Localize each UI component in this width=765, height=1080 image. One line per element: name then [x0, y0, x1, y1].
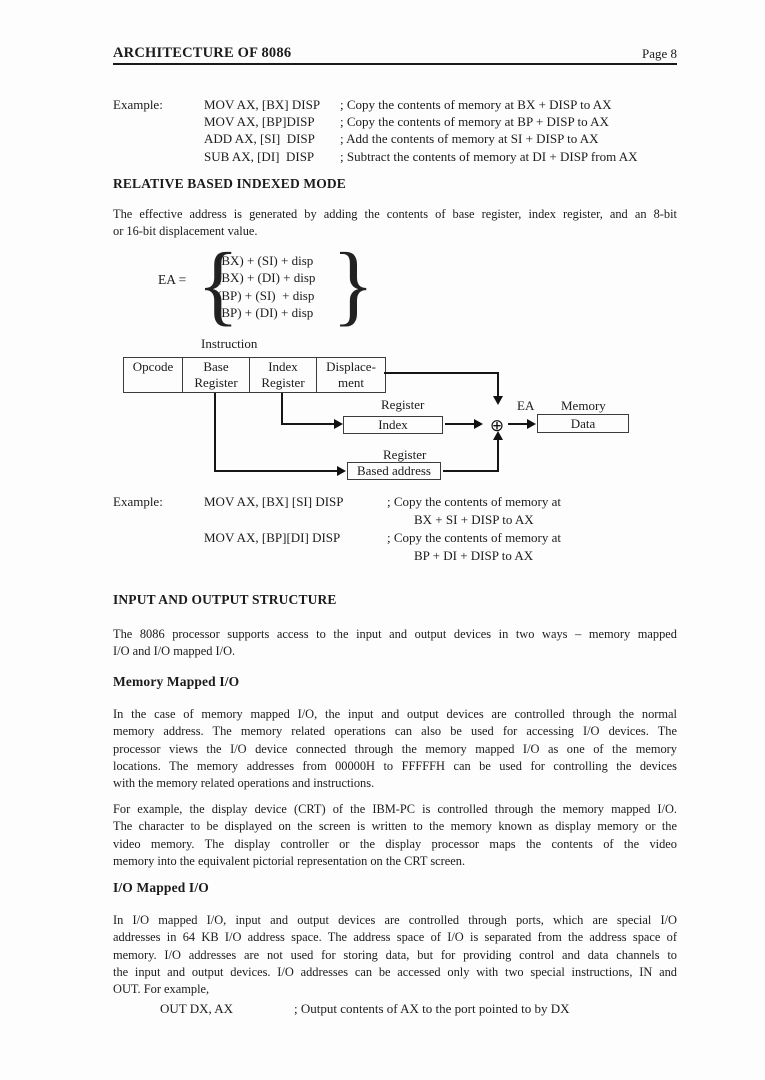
asm-comment: ; Copy the contents of memory at BP + DISP to AX [340, 114, 609, 130]
based-register-label: Register [383, 447, 427, 462]
memory-data-box: Data [537, 414, 629, 433]
connector-line [497, 372, 499, 397]
page-number: Page 8 [641, 46, 677, 61]
right-brace: } [332, 236, 375, 335]
connector-line [508, 423, 528, 425]
asm-comment-continuation-row [113, 512, 677, 530]
asm-example-row [113, 149, 677, 166]
asm-comment-continuation: BX + SI + DISP to AX [414, 512, 534, 527]
asm-example-row [113, 97, 677, 114]
index-register-label: Register [381, 397, 425, 412]
asm-example-row [113, 114, 677, 131]
field-index-register: Index Register [250, 358, 317, 392]
addressing-diagram [113, 336, 677, 486]
asm-code: MOV AX, [BP]DISP [204, 114, 315, 130]
ea-equation [113, 236, 677, 335]
asm-example-block-1 [113, 97, 677, 166]
page-title: ARCHITECTURE OF 8086 [113, 45, 292, 61]
asm-example-row [113, 530, 677, 548]
section-heading-relative-based-indexed-mode: RELATIVE BASED INDEXED MODE [113, 176, 346, 191]
index-register-box: Index [343, 416, 443, 434]
paragraph-io-mapped: In I/O mapped I/O, input and output devices are controlled through ports, which are special I/O addresses in 64 KB I/O address space. The address space of I/O is separated from the address space of memory. I/O addresses are not used for storing data, but for providing control and data channels to the input and output devices. I/O addresses can be accessed only with two special instructions, IN and OUT. For example, [113, 913, 677, 997]
subheading-memory-mapped-io: Memory Mapped I/O [113, 674, 240, 689]
field-base-register: Base Register [183, 358, 250, 392]
connector-line [443, 470, 499, 472]
asm-comment: ; Copy the contents of memory at [387, 494, 562, 509]
arrowhead [493, 396, 503, 405]
connector-line [445, 423, 475, 425]
connector-line [384, 372, 499, 374]
based-address-box: Based address [347, 462, 441, 480]
asm-example-row [113, 494, 677, 512]
arrowhead [527, 419, 536, 429]
asm-comment: ; Copy the contents of memory at BX + DISP to AX [340, 97, 612, 112]
paragraph-memory-mapped-2: For example, the display device (CRT) of the IBM-PC is controlled through the memory mapped I/O. The character to be displayed on the screen is written to the memory known as display memory or the video memory. The display controller or the display processor maps the contents of the video memory into the equivalent pictorial representation on the CRT screen. [113, 802, 677, 868]
asm-code: MOV AX, [BP][DI] DISP [204, 530, 341, 545]
example-label: Example: [113, 97, 163, 112]
out-instruction-line [113, 1001, 677, 1018]
field-displacement: Displace- ment [326, 359, 376, 391]
arrowhead [474, 419, 483, 429]
connector-line [281, 393, 283, 425]
example-label: Example: [113, 494, 163, 509]
paragraph-memory-mapped-1: In the case of memory mapped I/O, the input and output devices are controlled through the normal memory address. The memory related operations can also be used for accessing I/O devices. The processor views the I/O device connected through the memory mapped I/O as one of the memory locations. The memory addresses from 00000H to FFFFFH can be used for controlling the devices with the memory related operations and instructions. [113, 707, 677, 791]
asm-comment-continuation-row [113, 548, 677, 566]
ea-label: EA [517, 398, 535, 413]
connector-line [214, 470, 337, 472]
asm-example-block-2 [113, 494, 677, 566]
asm-code: SUB AX, [DI] DISP [204, 148, 315, 164]
arrowhead [337, 466, 346, 476]
asm-code: ADD AX, [SI] DISP [204, 131, 315, 147]
asm-comment: ; Subtract the contents of memory at DI + DISP from AX [340, 148, 638, 164]
asm-comment: ; Add the contents of memory at SI + DISP to AX [340, 131, 599, 147]
asm-code: MOV AX, [BX] DISP [204, 97, 321, 112]
asm-comment-continuation: BP + DI + DISP to AX [414, 548, 534, 563]
paragraph-relative-mode: The effective address is generated by adding the contents of base register, index register, and an 8-bit or 16-bit displacement value. [113, 207, 677, 239]
equation-lhs: EA = [158, 272, 187, 287]
memory-label: Memory [561, 398, 606, 413]
equation-options: (BX) + (SI) + disp (BX) + (DI) + disp (BP) + (SI) + disp (BP) + (DI) + disp [217, 253, 316, 320]
sum-junction-icon: ⊕ [489, 416, 505, 436]
asm-code: OUT DX, AX [160, 1001, 234, 1016]
asm-example-row [113, 131, 677, 148]
left-brace: { [197, 236, 240, 335]
connector-line [214, 393, 216, 472]
subheading-io-mapped-io: I/O Mapped I/O [113, 880, 209, 895]
header-rule [113, 63, 677, 65]
connector-line [497, 440, 499, 472]
asm-comment: ; Output contents of AX to the port pointed to by DX [294, 1001, 570, 1016]
connector-line [281, 423, 335, 425]
instruction-label: Instruction [201, 336, 258, 351]
arrowhead [334, 419, 343, 429]
field-opcode: Opcode [124, 358, 183, 392]
asm-code: MOV AX, [BX] [SI] DISP [204, 494, 344, 509]
instruction-format-table [123, 357, 386, 393]
section-heading-input-output-structure: INPUT AND OUTPUT STRUCTURE [113, 592, 337, 607]
paragraph-io-intro: The 8086 processor supports access to the input and output devices in two ways – memory mapped I/O and I/O mapped I/O. [113, 627, 677, 659]
asm-comment: ; Copy the contents of memory at [387, 530, 562, 545]
